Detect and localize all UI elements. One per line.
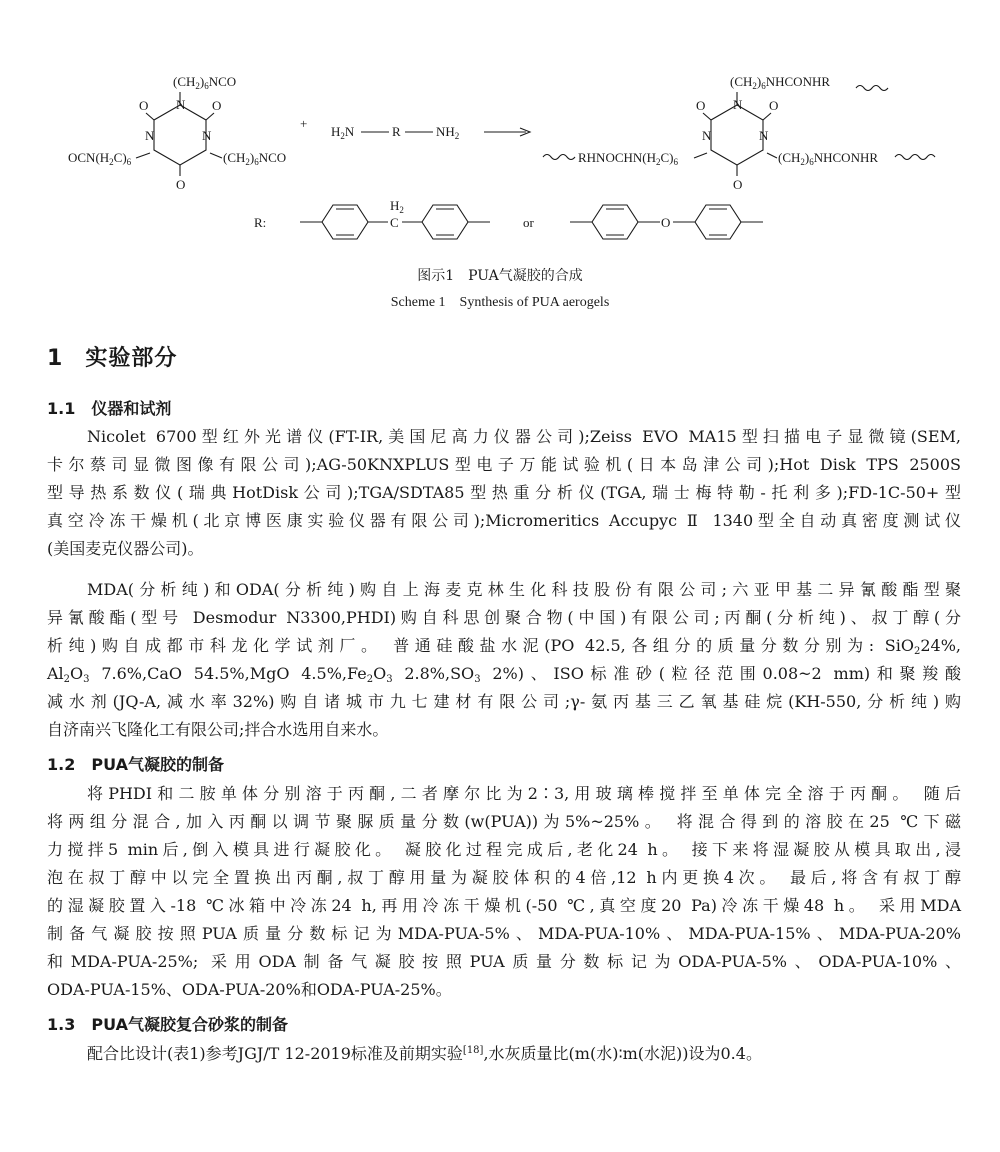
paragraph-line: 析纯)购自成都市科龙化学试剂厂。 普通硅酸盐水泥(PO 42.5,各组分的质量分数分别为: SiO$_2$24%, bbox=[47, 636, 961, 657]
svg-text:(CH2)6NHCONHR: $(CH_2)_6NHCONHR$ bbox=[730, 74, 831, 91]
svg-text:(CH2)6NCO: $(CH_2)_6NCO$ bbox=[223, 150, 287, 167]
paragraph-line: MDA(分析纯)和ODA(分析纯)购自上海麦克林生化科技股份有限公司;六亚甲基二异氰酸酯型聚 bbox=[87, 580, 961, 599]
subsection-heading-1-3: 1.3 PUA气凝胶复合砂浆的制备 bbox=[47, 1015, 288, 1034]
svg-text:N: N bbox=[702, 128, 712, 143]
svg-text:N: N bbox=[202, 128, 212, 143]
paragraph-line: 将PHDI和二胺单体分别溶于丙酮,二者摩尔比为2∶3,用玻璃棒搅拌至单体完全溶于丙酮。 随后 bbox=[87, 784, 961, 803]
svg-text:O: O bbox=[733, 177, 743, 192]
paragraph-line: 卡尔蔡司显微图像有限公司);AG-50KNXPLUS型电子万能试验机(日本岛津公司);Hot Disk TPS 2500S bbox=[47, 455, 961, 474]
subsection-heading-1-1: 1.1 仪器和试剂 bbox=[47, 399, 172, 418]
svg-text:O: O bbox=[661, 215, 671, 230]
svg-text:+: + bbox=[300, 116, 308, 131]
svg-text:O: O bbox=[139, 98, 149, 113]
svg-text:OCN(H2C)6: $OCN(H_2C)_6$ bbox=[68, 150, 132, 167]
svg-text:N: N bbox=[733, 97, 743, 112]
paragraph-line: 异氰酸酯(型号 Desmodur N3300,PHDI)购自科思创聚合物(中国)有限公司;丙酮(分析纯)、叔丁醇(分 bbox=[47, 608, 961, 627]
scheme-caption-en: Scheme 1 Synthesis of PUA aerogels bbox=[390, 295, 610, 310]
paragraph-line: Nicolet 6700型红外光谱仪(FT-IR,美国尼高力仪器公司);Zeiss EVO MA15型扫描电子显微镜(SEM, bbox=[87, 427, 961, 446]
reaction-scheme-drawing bbox=[0, 0, 1000, 260]
svg-text:H2N: $H_2N$ bbox=[331, 124, 355, 141]
svg-text:O: O bbox=[696, 98, 706, 113]
svg-text:R: R bbox=[392, 124, 401, 139]
svg-text:C: C bbox=[390, 215, 399, 230]
paragraph-line: 配合比设计(表1)参考JGJ/T 12-2019标准及前期实验[18],水灰质量比(m(水)∶m(水泥))设为0.4。 bbox=[87, 1044, 762, 1063]
svg-text:R:: R: bbox=[254, 215, 267, 230]
svg-text:N: N bbox=[176, 97, 186, 112]
svg-text:NH2: $NH_2$ bbox=[436, 124, 460, 141]
paragraph-line: ODA-PUA-15%、ODA-PUA-20%和ODA-PUA-25%。 bbox=[47, 980, 452, 999]
svg-text:O: O bbox=[769, 98, 779, 113]
paragraph-line: 将两组分混合,加入丙酮以调节聚脲质量分数(w(PUA))为5%~25%。 将混合得到的溶胶在25 ℃下磁 bbox=[47, 812, 961, 831]
svg-text:O: O bbox=[176, 177, 186, 192]
paragraph-line: 型导热系数仪(瑞典HotDisk公司);TGA/SDTA85型热重分析仪(TGA,瑞士梅特勒-托利多);FD-1C-50+型 bbox=[47, 483, 961, 502]
svg-text:H2: $H_2$ bbox=[390, 198, 404, 215]
paragraph-line: 和MDA-PUA-25%; 采用ODA制备气凝胶按照PUA质量分数标记为ODA-PUA-5%、ODA-PUA-10%、 bbox=[47, 952, 961, 971]
svg-text:N: N bbox=[145, 128, 155, 143]
paragraph-line: $Al_2O_3$ 7.6%,CaO 54.5%,MgO $4.5\%,Fe_2O_3$ $2.8\%,SO_3$ 2%)、ISO标准砂(粒径范围0.08~2 mm)和聚羧酸 bbox=[47, 664, 961, 685]
paragraph-line: (美国麦克仪器公司)。 bbox=[47, 539, 204, 558]
paragraph-line: 制备气凝胶按照PUA质量分数标记为MDA-PUA-5%、MDA-PUA-10%、MDA-PUA-15%、MDA-PUA-20% bbox=[47, 924, 961, 943]
svg-text:N: N bbox=[759, 128, 769, 143]
svg-text:O: O bbox=[212, 98, 222, 113]
paragraph-line: 减水剂(JQ-A,减水率32%)购自诸城市九七建材有限公司;γ-氨丙基三乙氧基硅烷(KH-550,分析纯)购 bbox=[47, 692, 961, 711]
section-heading: 1 实验部分 bbox=[47, 346, 178, 371]
paragraph-line: 力搅拌5 min后,倒入模具进行凝胶化。 凝胶化过程完成后,老化24 h。 接下来将湿凝胶从模具取出,浸 bbox=[47, 840, 961, 859]
paragraph-line: 真空冷冻干燥机(北京博医康实验仪器有限公司);Micromeritics Accupyc Ⅱ 1340型全自动真密度测试仪 bbox=[47, 511, 961, 530]
scheme-caption-cn: 图示1 PUA气凝胶的合成 bbox=[417, 268, 583, 284]
svg-text:(CH2)6NHCONHR: $(CH_2)_6NHCONHR$ bbox=[778, 150, 879, 167]
paragraph-line: 自济南兴飞隆化工有限公司;拌合水选用自来水。 bbox=[47, 720, 389, 739]
subsection-heading-1-2: 1.2 PUA气凝胶的制备 bbox=[47, 755, 224, 774]
paragraph-line: 泡在叔丁醇中以完全置换出丙酮,叔丁醇用量为凝胶体积的4倍,12 h内更换4次。 最后,将含有叔丁醇 bbox=[47, 868, 961, 887]
svg-text:RHNOCHN(H2C)6: $RHNOCHN(H_2C)_6$ bbox=[578, 150, 678, 167]
svg-text:(CH2)6NCO: $(CH_2)_6NCO$ bbox=[173, 74, 237, 91]
paragraph-line: 的湿凝胶置入-18 ℃冰箱中冷冻24 h,再用冷冻干燥机(-50 ℃,真空度20 Pa)冷冻干燥48 h。 采用MDA bbox=[47, 896, 961, 915]
svg-text:or: or bbox=[523, 215, 534, 230]
